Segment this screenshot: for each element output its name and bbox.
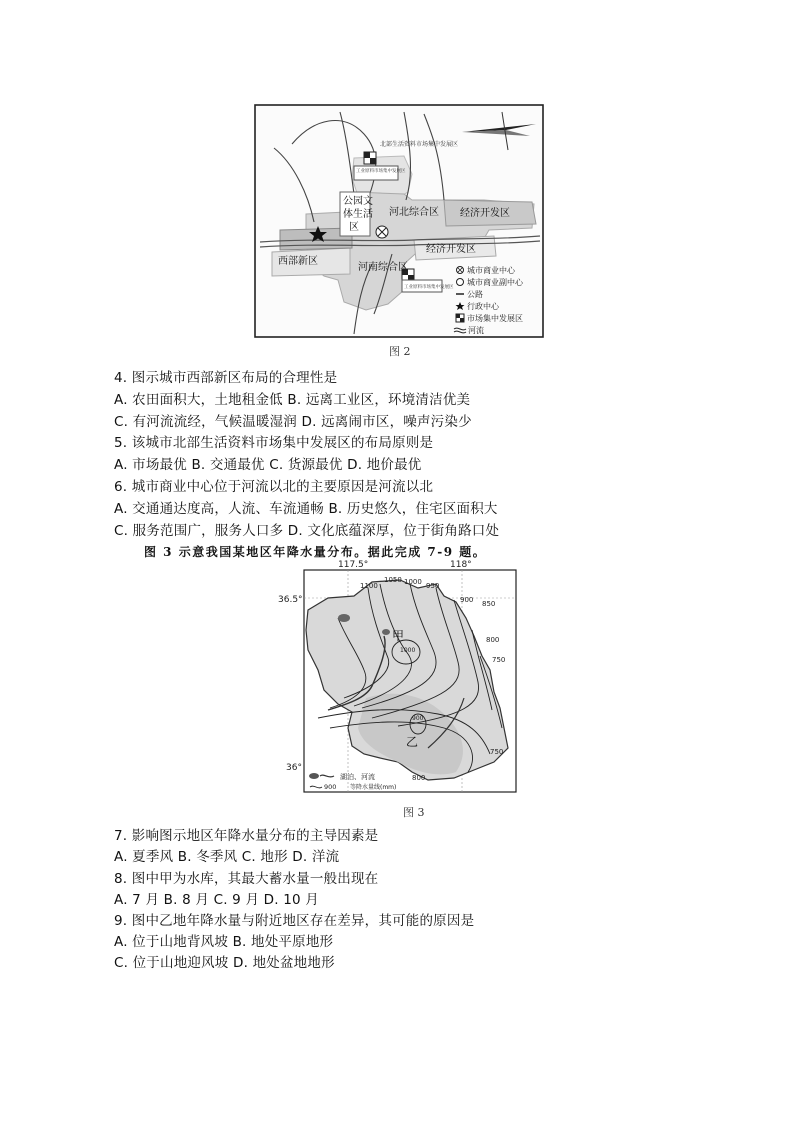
contour-label-800-south: 800: [412, 774, 426, 782]
figure-3-lead-text: 图 3 示意我国某地区年降水量分布。据此完成 7-9 题。: [144, 545, 487, 559]
legend-label-commercial-center: 城市商业中心: [467, 266, 515, 275]
lat-label-36-5: 36.5°: [278, 595, 303, 605]
question-7-options: A. 夏季风 B. 冬季风 C. 地形 D. 洋流: [114, 849, 340, 865]
legend-label-river: 河流: [468, 326, 484, 335]
lon-label-118: 118°: [450, 560, 472, 570]
contour-label-800: 800: [486, 636, 500, 644]
question-6: 6. 城市商业中心位于河流以北的主要原因是河流以北: [114, 479, 434, 495]
question-7: 7. 影响图示地区年降水量分布的主导因素是: [114, 828, 379, 844]
econ-zone-label-2: 经济开发区: [426, 244, 476, 255]
question-8: 8. 图中甲为水库，其最大蓄水量一般出现在: [114, 871, 379, 887]
contour-label-950: 950: [426, 582, 440, 590]
contour-label-1100: 1100: [360, 582, 378, 590]
hebei-zone-label: 河北综合区: [389, 207, 439, 218]
industrial-market-label: 工业原料市场集中发展区: [356, 169, 406, 174]
figure-2-caption: 图 2: [389, 345, 411, 358]
contour-label-1000: 1000: [404, 578, 422, 586]
figure-3-caption: 图 3: [403, 806, 425, 819]
question-9-options-cd: C. 位于山地迎风坡 D. 地处盆地地形: [114, 955, 335, 971]
question-5: 5. 该城市北部生活资料市场集中发展区的布局原则是: [114, 435, 434, 451]
legend-label-lake-river: 湖泊、河流: [340, 773, 375, 781]
contour-label-1000-inner: 1000: [400, 647, 416, 654]
place-label-jia: 甲: [392, 629, 405, 643]
park-zone-label-2: 体生活: [343, 209, 373, 220]
question-6-options-ab: A. 交通通达度高，人流、车流通畅 B. 历史悠久，住宅区面积大: [114, 501, 498, 517]
contour-label-1050: 1050: [384, 576, 402, 584]
question-4-options-cd: C. 有河流流经，气候温暖湿润 D. 远离闹市区，噪声污染少: [114, 414, 472, 430]
contour-label-750-south: 750: [490, 748, 504, 756]
question-8-options: A. 7 月 B. 8 月 C. 9 月 D. 10 月: [114, 892, 319, 908]
lat-label-36: 36°: [286, 763, 302, 773]
figure-2-city-map: [254, 104, 544, 338]
econ-zone-label-1: 经济开发区: [460, 208, 510, 219]
legend-label-market: 市场集中发展区: [467, 314, 523, 323]
legend-label-isohyet: 等降水量线(mm): [350, 784, 397, 791]
legend-label-admin-center: 行政中心: [467, 302, 499, 311]
south-market-label: 工业原料市场集中发展区: [404, 285, 454, 290]
park-zone-label-3: 区: [349, 222, 359, 233]
question-9: 9. 图中乙地年降水量与附近地区存在差异，其可能的原因是: [114, 913, 475, 929]
contour-label-850: 850: [482, 600, 496, 608]
question-5-options: A. 市场最优 B. 交通最优 C. 货源最优 D. 地价最优: [114, 457, 422, 473]
legend-label-road: 公路: [467, 290, 483, 299]
figure-3-rainfall-map: [268, 558, 530, 804]
park-zone-label-1: 公园文: [343, 196, 373, 207]
question-4-options-ab: A. 农田面积大，土地租金低 B. 远离工业区，环境清洁优美: [114, 392, 471, 408]
place-label-yi: 乙: [406, 735, 419, 749]
lon-label-117-5: 117.5°: [338, 560, 369, 570]
legend-isohyet-value: 900: [324, 783, 337, 791]
question-4: 4. 图示城市西部新区布局的合理性是: [114, 370, 338, 386]
legend-label-sub-center: 城市商业副中心: [467, 278, 523, 287]
west-zone-label: 西部新区: [278, 256, 318, 267]
contour-label-900: 900: [460, 596, 474, 604]
henan-zone-label: 河南综合区: [358, 262, 408, 273]
question-9-options-ab: A. 位于山地背风坡 B. 地处平原地形: [114, 934, 334, 950]
question-6-options-cd: C. 服务范围广，服务人口多 D. 文化底蕴深厚，位于街角路口处: [114, 523, 500, 539]
contour-label-750: 750: [492, 656, 506, 664]
north-market-label: 北部生活资料市场集中发展区: [380, 141, 459, 148]
contour-label-900-inner: 900: [412, 715, 424, 722]
